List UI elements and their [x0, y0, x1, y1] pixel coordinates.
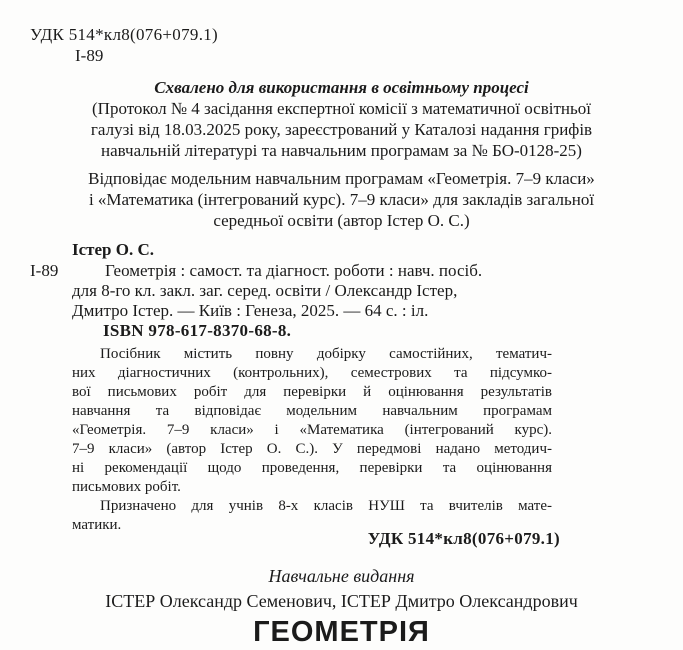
- annotation-line: «Геометрія. 7–9 класи» і «Математика (інтегрований курс).: [72, 422, 552, 438]
- approval-block: [0, 77, 683, 161]
- approval-line: галузі від 18.03.2025 року, зареєстрований у Каталозі надання грифів: [90, 120, 593, 139]
- conformity-line: середньої освіти (автор Істер О. С.): [213, 211, 470, 230]
- annotation-line: письмових робіт.: [72, 479, 181, 495]
- catalog-card-line: Геометрія : самост. та діагност. роботи : навч. посіб.: [105, 261, 483, 280]
- book-title: ГЕОМЕТРІЯ: [253, 616, 430, 648]
- author-sign-top: І-89: [75, 46, 104, 65]
- annotation-line: вої письмових робіт для перевірки й оцінювання результатів: [72, 384, 552, 400]
- annotation-line: навчання та відповідає модельним навчальним програмам: [72, 403, 552, 419]
- approval-title: Схвалено для використання в освітньому процесі: [154, 78, 529, 97]
- annotation-line: Посібник містить повну добірку самостійних, тематич-: [100, 346, 552, 362]
- annotation-line: 7–9 класи» (автор Істер О. С.). У передмові надано методич-: [72, 441, 552, 457]
- catalog-card-line: Дмитро Істер. — Київ : Генеза, 2025. — 64 с. : іл.: [72, 301, 429, 320]
- conformity-line: і «Математика (інтегрований курс). 7–9 класи» для закладів загальної: [88, 190, 595, 209]
- catalog-card-description: [72, 261, 592, 321]
- annotation-line: них діагностичних (контрольних), семестрових та підсумко-: [72, 365, 552, 381]
- edition-type: Навчальне видання: [268, 566, 415, 586]
- isbn: ISBN 978-617-8370-68-8.: [103, 321, 292, 340]
- annotation-line: Призначено для учнів 8-х класів НУШ та вчителів мате-: [100, 498, 552, 514]
- conformity-line: Відповідає модельним навчальним програмам «Геометрія. 7–9 класи»: [88, 169, 595, 188]
- annotation-line: ні рекомендації щодо проведення, перевірки та оцінювання: [72, 460, 552, 476]
- approval-line: навчальній літературі та навчальним програмам за № БО-0128-25): [101, 141, 582, 160]
- udc-code-top: УДК 514*кл8(076+079.1): [30, 25, 219, 44]
- catalog-card-line: для 8-го кл. закл. заг. серед. освіти / Олександр Істер,: [72, 281, 458, 300]
- annotation-line: матики.: [72, 517, 122, 533]
- catalog-card-code: І-89: [30, 261, 59, 280]
- authors-full-names: ІСТЕР Олександр Семенович, ІСТЕР Дмитро Олександрович: [105, 591, 578, 611]
- udc-code-bottom: УДК 514*кл8(076+079.1): [367, 529, 560, 548]
- conformity-block: [0, 168, 683, 231]
- annotation-block: [72, 345, 552, 535]
- approval-line: (Протокол № 4 засідання експертної комісії з математичної освітньої: [92, 99, 591, 118]
- catalog-card-author: Істер О. С.: [72, 240, 155, 259]
